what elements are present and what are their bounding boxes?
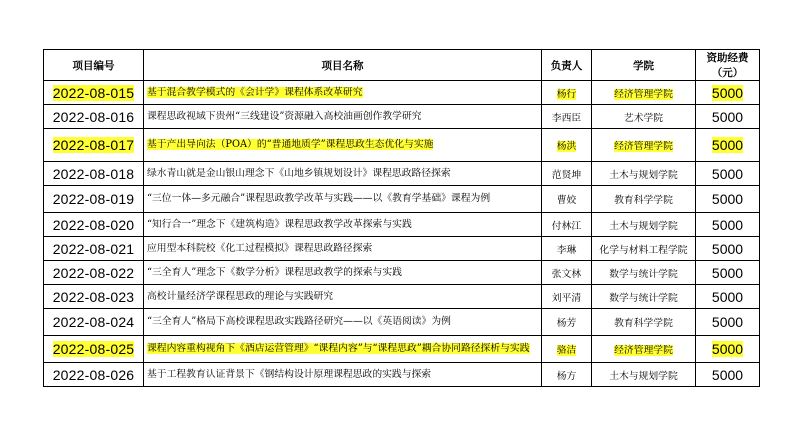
cell-project-name: “三全育人”格局下高校课程思政实践路径研究——以《英语阅读》为例 <box>144 309 542 336</box>
cell-fund: 5000 <box>696 162 760 186</box>
project-table <box>43 49 760 387</box>
cell-owner: 李琳 <box>542 237 592 261</box>
header-fund: 资助经费（元） <box>696 50 760 81</box>
cell-project-id: 2022-08-024 <box>44 309 144 336</box>
cell-owner: 李西臣 <box>542 105 592 129</box>
cell-college: 教育科学学院 <box>592 186 696 213</box>
cell-owner: 杨芳 <box>542 309 592 336</box>
cell-college: 化学与材料工程学院 <box>592 237 696 261</box>
cell-project-name: 课程内容重构视角下《酒店运营管理》“课程内容”与“课程思政”耦合协同路径探析与实践 <box>144 336 542 363</box>
cell-project-name: 基于产出导向法（POA）的“普通地质学”课程思政生态优化与实施 <box>144 129 542 162</box>
cell-fund: 5000 <box>696 336 760 363</box>
cell-owner: 杨方 <box>542 363 592 387</box>
header-project-id: 项目编号 <box>44 50 144 81</box>
cell-project-id: 2022-08-022 <box>44 261 144 285</box>
table-row <box>44 81 760 105</box>
cell-project-id: 2022-08-021 <box>44 237 144 261</box>
table-row <box>44 129 760 162</box>
cell-project-id: 2022-08-019 <box>44 186 144 213</box>
cell-fund: 5000 <box>696 129 760 162</box>
cell-project-name: “三全育人”理念下《数学分析》课程思政教学的探索与实践 <box>144 261 542 285</box>
table-row <box>44 213 760 237</box>
cell-college: 经济管理学院 <box>592 129 696 162</box>
cell-owner: 付林江 <box>542 213 592 237</box>
header-project-name: 项目名称 <box>144 50 542 81</box>
cell-owner: 杨洪 <box>542 129 592 162</box>
cell-project-id: 2022-08-025 <box>44 336 144 363</box>
table-row <box>44 237 760 261</box>
cell-college: 土木与规划学院 <box>592 162 696 186</box>
cell-project-id: 2022-08-026 <box>44 363 144 387</box>
cell-project-name: 高校计量经济学课程思政的理论与实践研究 <box>144 285 542 309</box>
cell-project-id: 2022-08-023 <box>44 285 144 309</box>
cell-project-name: 应用型本科院校《化工过程模拟》课程思政路径探索 <box>144 237 542 261</box>
cell-college: 数学与统计学院 <box>592 285 696 309</box>
cell-project-name: 基于工程教育认证背景下《钢结构设计原理课程思政的实践与探索 <box>144 363 542 387</box>
table-row <box>44 162 760 186</box>
cell-project-id: 2022-08-020 <box>44 213 144 237</box>
cell-project-id: 2022-08-017 <box>44 129 144 162</box>
cell-project-id: 2022-08-015 <box>44 81 144 105</box>
cell-owner: 骆洁 <box>542 336 592 363</box>
table-row <box>44 336 760 363</box>
header-owner: 负责人 <box>542 50 592 81</box>
cell-project-name: 基于混合教学模式的《会计学》课程体系改革研究 <box>144 81 542 105</box>
table-header-row <box>44 50 760 81</box>
cell-owner: 张文林 <box>542 261 592 285</box>
cell-fund: 5000 <box>696 309 760 336</box>
cell-college: 土木与规划学院 <box>592 213 696 237</box>
cell-project-id: 2022-08-018 <box>44 162 144 186</box>
cell-owner: 曹姣 <box>542 186 592 213</box>
table-row <box>44 105 760 129</box>
cell-college: 教育科学学院 <box>592 309 696 336</box>
cell-project-name: “知行合一”理念下《建筑构造》课程思政教学改革探索与实践 <box>144 213 542 237</box>
cell-college: 土木与规划学院 <box>592 363 696 387</box>
cell-project-id: 2022-08-016 <box>44 105 144 129</box>
table-body <box>44 81 760 387</box>
cell-fund: 5000 <box>696 261 760 285</box>
cell-fund: 5000 <box>696 105 760 129</box>
cell-college: 经济管理学院 <box>592 81 696 105</box>
table-row <box>44 186 760 213</box>
cell-fund: 5000 <box>696 186 760 213</box>
cell-fund: 5000 <box>696 213 760 237</box>
cell-project-name: 绿水青山就是金山银山理念下《山地乡镇规划设计》课程思政路径探索 <box>144 162 542 186</box>
header-college: 学院 <box>592 50 696 81</box>
cell-college: 经济管理学院 <box>592 336 696 363</box>
table-row <box>44 261 760 285</box>
cell-fund: 5000 <box>696 237 760 261</box>
cell-project-name: “三位一体—多元融合”课程思政教学改革与实践——以《教育学基础》课程为例 <box>144 186 542 213</box>
cell-fund: 5000 <box>696 285 760 309</box>
cell-owner: 刘平清 <box>542 285 592 309</box>
cell-college: 艺术学院 <box>592 105 696 129</box>
table-row <box>44 363 760 387</box>
table-row <box>44 309 760 336</box>
cell-project-name: 课程思政视域下贵州“三线建设”资源融入高校油画创作教学研究 <box>144 105 542 129</box>
cell-college: 数学与统计学院 <box>592 261 696 285</box>
cell-owner: 杨行 <box>542 81 592 105</box>
cell-owner: 范贤坤 <box>542 162 592 186</box>
table-row <box>44 285 760 309</box>
cell-fund: 5000 <box>696 363 760 387</box>
cell-fund: 5000 <box>696 81 760 105</box>
